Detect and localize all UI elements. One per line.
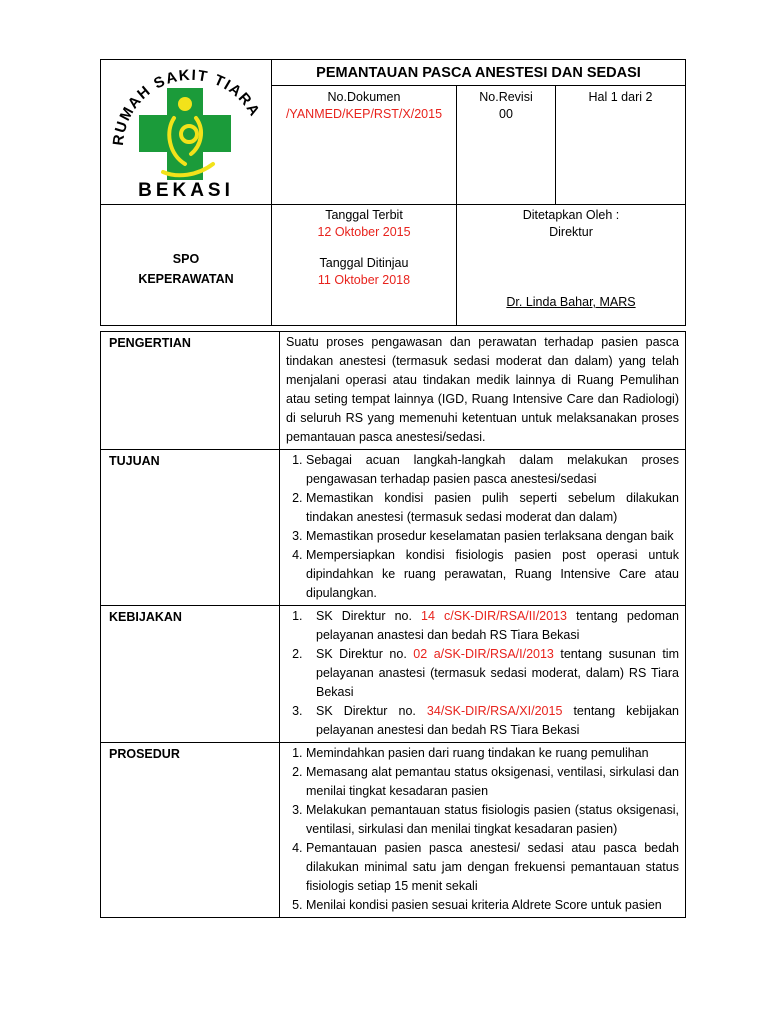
list-item: 1. SK Direktur no. 14 c/SK-DIR/RSA/II/2013 tentang pedoman pelayanan anastesi dan bedah RS Tiara Bekasi <box>306 607 679 645</box>
list-item: 3. Memastikan prosedur keselamatan pasien terlaksana dengan baik <box>306 527 679 546</box>
definition-text: Suatu proses pengawasan dan perawatan terhadap pasien pasca tindakan anestesi (termasuk sedasi moderat dan dalam) yang telah menjalani operasi atau tindakan medik lainnya di Ruang Pemulihan atau seting tempat lainnya (IGD, Ruang Intensive Care dan Radiologi) di seluruh RS yang memenuhi ketentuan untuk melaksanakan proses pemantauan pasca anestesi/sedasi. <box>280 332 686 450</box>
revision-value: 00 <box>499 107 513 121</box>
page-cell <box>556 86 686 205</box>
logo-city: BEKASI <box>138 180 234 201</box>
section-label: KEBIJAKAN <box>101 606 280 743</box>
section-prosedur <box>101 743 686 918</box>
list-item: 3. Melakukan pemantauan status fisiologis pasien (status oksigenasi, ventilasi, sirkulasi dan menilai tingkat kesadaran pasien) <box>306 801 679 839</box>
procedure-list <box>286 744 679 915</box>
list-item: 4. Pemantauan pasien pasca anestesi/ sedasi atau pasca bedah dilakukan minimal satu jam dengan frekuensi pemantauan status fisiologis setiap 15 menit sekali <box>306 839 679 896</box>
list-item: 5. Menilai kondisi pasien sesuai kriteria Aldrete Score untuk pasien <box>306 896 679 915</box>
list-item: 1. Memindahkan pasien dari ruang tindakan ke ruang pemulihan <box>306 744 679 763</box>
section-label: TUJUAN <box>101 450 280 606</box>
procedure-table <box>100 331 686 918</box>
list-item: 2. Memasang alat pemantau status oksigenasi, ventilasi, sirkulasi dan menilai tingkat kesadaran pasien <box>306 763 679 801</box>
list-item: 4. Mempersiapkan kondisi fisiologis pasien post operasi untuk dipindahkan ke ruang perawatan, Ruang Intensive Care atau dipulangkan. <box>306 546 679 603</box>
spo-cell <box>101 205 272 326</box>
spo-label: SPO <box>172 252 200 266</box>
review-label: Tanggal Ditinjau <box>319 256 409 270</box>
doc-number-label: No.Dokumen <box>327 90 401 104</box>
dates-cell <box>272 205 457 326</box>
issued-date: 12 Oktober 2015 <box>317 225 411 239</box>
section-label: PENGERTIAN <box>101 332 280 450</box>
revision-label: No.Revisi <box>479 90 533 104</box>
page-number: Hal 1 dari 2 <box>588 90 653 104</box>
logo-cell <box>101 60 272 205</box>
list-item: 1. Sebagai acuan langkah-langkah dalam melakukan proses pengawasan terhadap pasien pasca anestesi/sedasi <box>306 451 679 489</box>
document-header <box>100 59 686 326</box>
section-pengertian <box>101 332 686 450</box>
spo-category: KEPERAWATAN <box>138 272 234 286</box>
revision-cell <box>457 86 556 205</box>
approval-label: Ditetapkan Oleh : <box>522 208 620 222</box>
document-title: PEMANTAUAN PASCA ANESTESI DAN SEDASI <box>272 60 686 86</box>
approver-name: Dr. Linda Bahar, MARS <box>506 295 636 309</box>
policy-ref: 34/SK-DIR/RSA/XI/2015 <box>426 704 563 718</box>
review-date: 11 Oktober 2018 <box>317 273 411 287</box>
hospital-logo <box>101 60 271 201</box>
doc-number-value: /YANMED/KEP/RST/X/2015 <box>285 107 443 121</box>
policy-ref: 02 a/SK-DIR/RSA/I/2013 <box>413 647 554 661</box>
policy-list <box>286 607 679 740</box>
approval-cell <box>457 205 686 326</box>
list-item: 3. SK Direktur no. 34/SK-DIR/RSA/XI/2015 tentang kebijakan pelayanan anestesi dan bedah RS Tiara Bekasi <box>306 702 679 740</box>
list-item: 2. SK Direktur no. 02 a/SK-DIR/RSA/I/2013 tentang susunan tim pelayanan anastesi (termasuk sedasi moderat, dalam) RS Tiara Bekasi <box>306 645 679 702</box>
issued-label: Tanggal Terbit <box>325 208 403 222</box>
list-item: 2. Memastikan kondisi pasien pulih seperti sebelum dilakukan tindakan anestesi (termasuk sedasi moderat dan dalam) <box>306 489 679 527</box>
approval-role: Direktur <box>549 225 593 239</box>
section-tujuan <box>101 450 686 606</box>
doc-number-cell <box>272 86 457 205</box>
objectives-list <box>286 451 679 603</box>
section-label: PROSEDUR <box>101 743 280 918</box>
section-kebijakan <box>101 606 686 743</box>
policy-ref: 14 c/SK-DIR/RSA/II/2013 <box>421 609 567 623</box>
logo-arc-text: RUMAH SAKIT TIARA <box>109 66 264 147</box>
